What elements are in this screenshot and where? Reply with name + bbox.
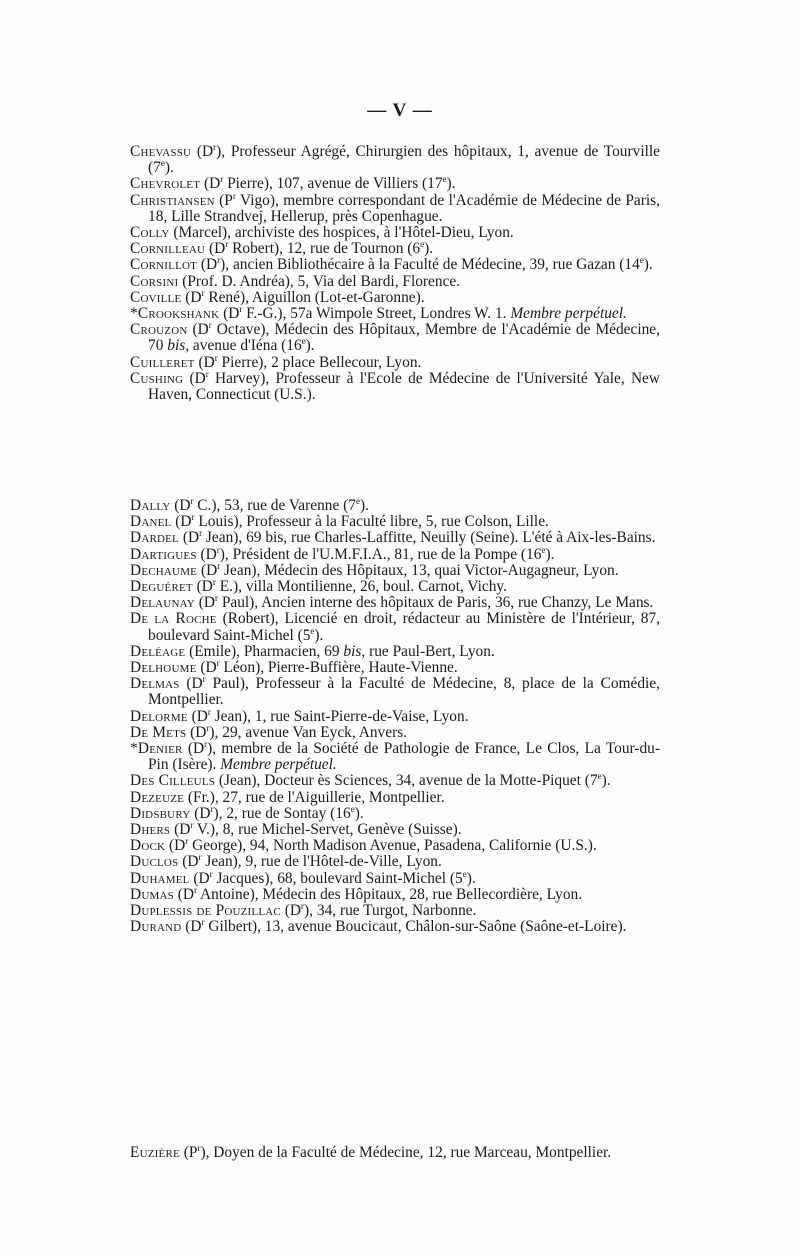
entry-name: Didsbury (130, 804, 191, 822)
entry-superscript: r (210, 803, 214, 814)
entry-superscript: r (194, 884, 197, 895)
entry-superscript: r (208, 320, 212, 331)
entry-superscript: r (185, 836, 189, 847)
directory-entry (130, 190, 660, 225)
entry-text: ). (314, 626, 324, 644)
entry-text: Jacques), 68, boulevard Saint-Michel (5 (212, 869, 463, 887)
entry-superscript: r (199, 528, 203, 539)
entry-text: (Emile), Pharmacien, 69 (185, 642, 344, 660)
entry-name: Coville (130, 288, 182, 306)
entry-text: Pierre), 2 place Bellecour, Lyon. (217, 353, 422, 371)
entry-text: (D (196, 659, 217, 677)
entry-name: Deléage (130, 642, 186, 660)
entry-name: Corsini (130, 272, 179, 290)
entry-text: Robert), 12, rue de Tournon (6 (228, 240, 421, 258)
entry-name: De la Roche (130, 610, 217, 628)
entry-name: Delmas (130, 675, 180, 693)
entry-superscript: r (202, 674, 206, 685)
directory-entry (130, 676, 660, 708)
directory-entry (130, 241, 660, 257)
entry-text: ). (360, 497, 369, 514)
entry-text: (D (196, 545, 217, 563)
entry-name: *Denier (130, 740, 183, 758)
entry-text: E.), villa Montilienne, 26, boul. Carnot, Vichy. (215, 578, 507, 596)
section-c (130, 141, 660, 404)
entry-superscript: r (214, 352, 218, 363)
entry-text: ). (466, 869, 476, 887)
entry-text: ). (354, 804, 364, 822)
entry-text: (D (197, 561, 218, 579)
entry-text: ), ancien Bibliothécaire à la Faculté de Médecine, 39, rue Gazan (14 (220, 256, 640, 274)
entry-text: ). (164, 159, 174, 177)
directory-entry (130, 141, 660, 177)
entry-text: C.), 53, rue de Varenne (7 (193, 497, 356, 514)
entry-text: ), 34, rue Turgot, Narbonne. (304, 902, 477, 920)
entry-text: (D (165, 837, 186, 855)
entry-superscript: e (301, 336, 306, 347)
directory-entry (130, 322, 660, 354)
directory-entry (130, 644, 660, 660)
entry-name: Cornilleau (130, 240, 206, 258)
directory-entry (130, 576, 660, 596)
entry-text: (D (170, 821, 191, 839)
entry-text: Paul), Professeur à la Faculté de Médecine, 8, place de la Comédie, Montpellier. (148, 675, 660, 709)
entry-superscript: r (239, 303, 243, 314)
entry-text: Jean), 69 bis, rue Charles-Laffitte, Neuilly (Seine). L'été à Aix-les-Bains. (202, 529, 656, 547)
entry-text: (D (219, 305, 240, 323)
directory-entry (130, 706, 660, 725)
entry-text: René), Aiguillon (Lot-et-Garonne). (204, 288, 425, 306)
entry-text: ). (601, 772, 611, 790)
entry-text: ). (545, 545, 555, 563)
entry-superscript: e (356, 495, 360, 506)
entry-text: ), Professeur Agrégé, Chirurgien des hôpitaux, 1, avenue de Tourville (7 (148, 143, 660, 177)
directory-entry (130, 1142, 660, 1161)
entry-superscript: e (160, 158, 165, 169)
entry-name: Duplessis de Pouzillac (130, 902, 281, 920)
entry-name: Dock (130, 837, 166, 855)
entry-superscript: r (214, 593, 218, 604)
directory-entry (130, 611, 660, 643)
entry-superscript: r (205, 368, 209, 379)
directory-entry (130, 868, 660, 887)
entry-text: Jean), 1, rue Saint-Pierre-de-Vaise, Lyon. (210, 707, 469, 725)
entry-superscript: r (216, 657, 220, 668)
entry-text: Antoine), Médecin des Hôpitaux, 28, rue Bellecordière, Lyon. (197, 885, 583, 903)
directory-entry (130, 544, 660, 563)
entry-name: Durand (130, 918, 182, 936)
entry-text: ), Doyen de la Faculté de Médecine, 12, rue Marceau, Montpellier. (200, 1144, 612, 1161)
directory-entry (130, 595, 660, 611)
entry-text: ), 2, rue de Sontay (16 (213, 804, 351, 822)
entry-name: Cushing (130, 369, 184, 387)
entry-text: (D (170, 497, 191, 514)
entry-superscript: r (201, 917, 205, 928)
entry-text: (D (189, 869, 210, 887)
entry-italic: bis (167, 337, 186, 355)
section-d (130, 495, 661, 936)
entry-name: Christiansen (130, 191, 215, 209)
entry-name: Danel (130, 513, 172, 531)
directory-entry (130, 368, 660, 404)
entry-text: ), 29, avenue Van Eyck, Anvers. (209, 723, 408, 741)
entry-text: (Jean), Docteur ès Sciences, 34, avenue de la Motte-Piquet (7 (215, 772, 598, 790)
entry-superscript: e (420, 239, 425, 250)
entry-text: ). (446, 175, 456, 193)
directory-entry (130, 900, 660, 920)
directory-entry (130, 495, 660, 514)
entry-text: Octave), Médecin des Hôpitaux, Membre de l'Académie de Médecine, 70 (148, 321, 660, 355)
entry-name: Cornillot (130, 256, 198, 274)
entry-superscript: e (350, 803, 355, 814)
entry-text: V.), 8, rue Michel-Servet, Genève (Suisse). (193, 821, 462, 839)
entry-text: (D (186, 723, 207, 741)
entry-text: Jean), 9, rue de l'Hôtel-de-Ville, Lyon. (201, 853, 442, 871)
entry-name: Des Cilleuls (130, 772, 216, 790)
entry-text: ). (643, 256, 653, 274)
directory-entry (130, 287, 660, 306)
entry-text: (D (200, 175, 221, 193)
entry-text: ). (305, 337, 315, 355)
entry-text: (P (214, 191, 233, 209)
entry-italic: Membre perpétuel. (220, 756, 337, 774)
entry-text: Pierre), 107, avenue de Villiers (17 (223, 175, 443, 193)
directory-entry (130, 919, 660, 935)
entry-text: (Prof. D. Andréa), 5, Via del Bardi, Florence. (178, 272, 461, 290)
entry-text: ), Président de l'U.M.F.I.A., 81, rue de la Pompe (16 (219, 545, 542, 563)
directory-entry (130, 738, 660, 774)
entry-name: Cuilleret (130, 353, 195, 371)
entry-superscript: r (220, 174, 224, 185)
entry-name: Delorme (130, 707, 188, 725)
entry-text: (D (183, 369, 206, 387)
directory-entry (130, 560, 660, 579)
entry-name: *Crookshank (130, 305, 220, 323)
entry-superscript: r (204, 738, 208, 749)
entry-superscript: e (310, 625, 315, 636)
entry-text: George), 94, North Madison Avenue, Pasadena, Californie (U.S.). (188, 837, 597, 855)
entry-superscript: r (216, 544, 220, 555)
entry-text: (P (179, 1144, 198, 1161)
page-number-header: — V — (367, 100, 433, 121)
entry-text: (Marcel), archiviste des hospices, à l'Hôtel-Dieu, Lyon. (169, 224, 514, 242)
entry-text: (D (178, 529, 200, 547)
entry-text: (Robert), Licencié en droit, rédacteur au Ministère de l'Intérieur, 87, boulevard Saint-Michel (5 (148, 610, 661, 644)
entry-text: , rue Paul-Bert, Lyon. (361, 642, 495, 660)
entry-name: Chevrolet (130, 175, 201, 193)
entry-superscript: r (207, 706, 211, 717)
entry-name: Dally (130, 497, 171, 514)
directory-entry (130, 790, 660, 806)
entry-name: Crouzon (130, 321, 188, 339)
entry-name: Chevassu (130, 143, 192, 160)
entry-name: Duclos (130, 853, 179, 871)
entry-text: (D (190, 804, 211, 822)
entry-name: Dhers (130, 821, 171, 839)
entry-superscript: r (232, 190, 236, 201)
entry-text: (D (192, 578, 213, 596)
entry-superscript: r (209, 868, 213, 879)
entry-text: Harvey), Professeur à l'Ecole de Médecine de l'Université Yale, New Haven, Connecticut (U.S.). (148, 369, 660, 404)
entry-superscript: e (442, 174, 447, 185)
entry-italic: Membre perpétuel. (510, 305, 627, 323)
directory-entry (130, 657, 660, 677)
entry-superscript: r (217, 560, 221, 571)
directory-entry (130, 773, 660, 789)
entry-superscript: r (190, 495, 194, 506)
entry-name: Colly (130, 224, 170, 242)
entry-superscript: r (201, 287, 205, 298)
entry-text: , avenue d'Iéna (16 (185, 337, 302, 355)
entry-text: ), membre de la Société de Pathologie de France, Le Clos, La Tour-du-Pin (Isère). (148, 740, 660, 774)
entry-superscript: r (206, 722, 210, 733)
entry-superscript: e (597, 771, 602, 782)
entry-name: Dumas (130, 885, 174, 903)
entry-text: (D (171, 513, 192, 531)
entry-text: (D (187, 321, 209, 339)
entry-text: ). (424, 240, 434, 258)
directory-entry (130, 274, 660, 290)
entry-text: (D (187, 707, 208, 725)
entry-superscript: r (190, 819, 194, 830)
directory-entry (130, 884, 660, 903)
entry-superscript: r (191, 512, 195, 523)
entry-superscript: r (301, 900, 305, 911)
directory-entry (130, 514, 660, 530)
entry-text: (D (181, 288, 202, 306)
entry-name: Delhoume (130, 659, 197, 677)
entry-name: Dezeuze (130, 788, 185, 806)
entry-text: (D (173, 885, 194, 903)
entry-text: F.-G.), 57a Wimpole Street, Londres W. 1. (242, 305, 511, 323)
entry-italic: bis (343, 642, 362, 660)
entry-superscript: r (197, 1142, 201, 1153)
entry-text: (D (280, 902, 302, 920)
directory-entry (130, 722, 660, 741)
entry-superscript: e (541, 544, 546, 555)
entry-text: (Fr.), 27, rue de l'Aiguillerie, Montpellier. (184, 788, 445, 806)
entry-superscript: r (213, 141, 217, 152)
entry-superscript: r (217, 255, 221, 266)
entry-text: Vigo), membre correspondant de l'Académie de Médecine de Paris, 18, Lille Strandvej, Hellerup, près Copenhague. (148, 191, 660, 225)
entry-text: (D (205, 240, 226, 258)
section-e (130, 1142, 660, 1161)
directory-entry (130, 530, 660, 546)
entry-text: (D (191, 143, 214, 160)
directory-entry (130, 225, 660, 241)
directory-entry (130, 803, 660, 822)
directory-entry (130, 176, 660, 192)
directory-entry (130, 257, 660, 273)
directory-entry (130, 352, 660, 371)
entry-name: Delaunay (130, 594, 195, 612)
entry-text: Louis), Professeur à la Faculté libre, 5, rue Colson, Lille. (194, 513, 549, 531)
entry-name: Dartigues (130, 545, 197, 563)
entry-text: (D (197, 256, 218, 274)
entry-name: Euzière (130, 1144, 180, 1161)
entry-name: Dardel (130, 529, 179, 547)
entry-name: Dechaume (130, 561, 198, 579)
entry-superscript: e (462, 868, 467, 879)
directory-entry (130, 819, 660, 839)
entry-superscript: r (198, 852, 202, 863)
entry-text: (D (179, 675, 203, 693)
entry-superscript: e (639, 255, 644, 266)
entry-name: Deguéret (130, 578, 193, 596)
entry-superscript: r (212, 576, 216, 587)
entry-text: (D (181, 918, 202, 936)
entry-text: (D (194, 353, 215, 371)
entry-text: Léon), Pierre-Buffière, Haute-Vienne. (219, 659, 458, 677)
entry-text: (D (182, 740, 205, 758)
entry-name: Duhamel (130, 869, 190, 887)
entry-text: Gilbert), 13, avenue Boucicaut, Châlon-sur-Saône (Saône-et-Loire). (204, 918, 627, 936)
entry-text: Jean), Médecin des Hôpitaux, 13, quai Victor-Augagneur, Lyon. (220, 561, 619, 579)
entry-name: De Mets (130, 723, 187, 741)
entry-text: (D (194, 594, 215, 612)
entry-superscript: r (225, 239, 229, 250)
entry-text: Paul), Ancien interne des hôpitaux de Paris, 36, rue Chanzy, Le Mans. (217, 594, 654, 612)
entry-text: (D (178, 853, 199, 871)
